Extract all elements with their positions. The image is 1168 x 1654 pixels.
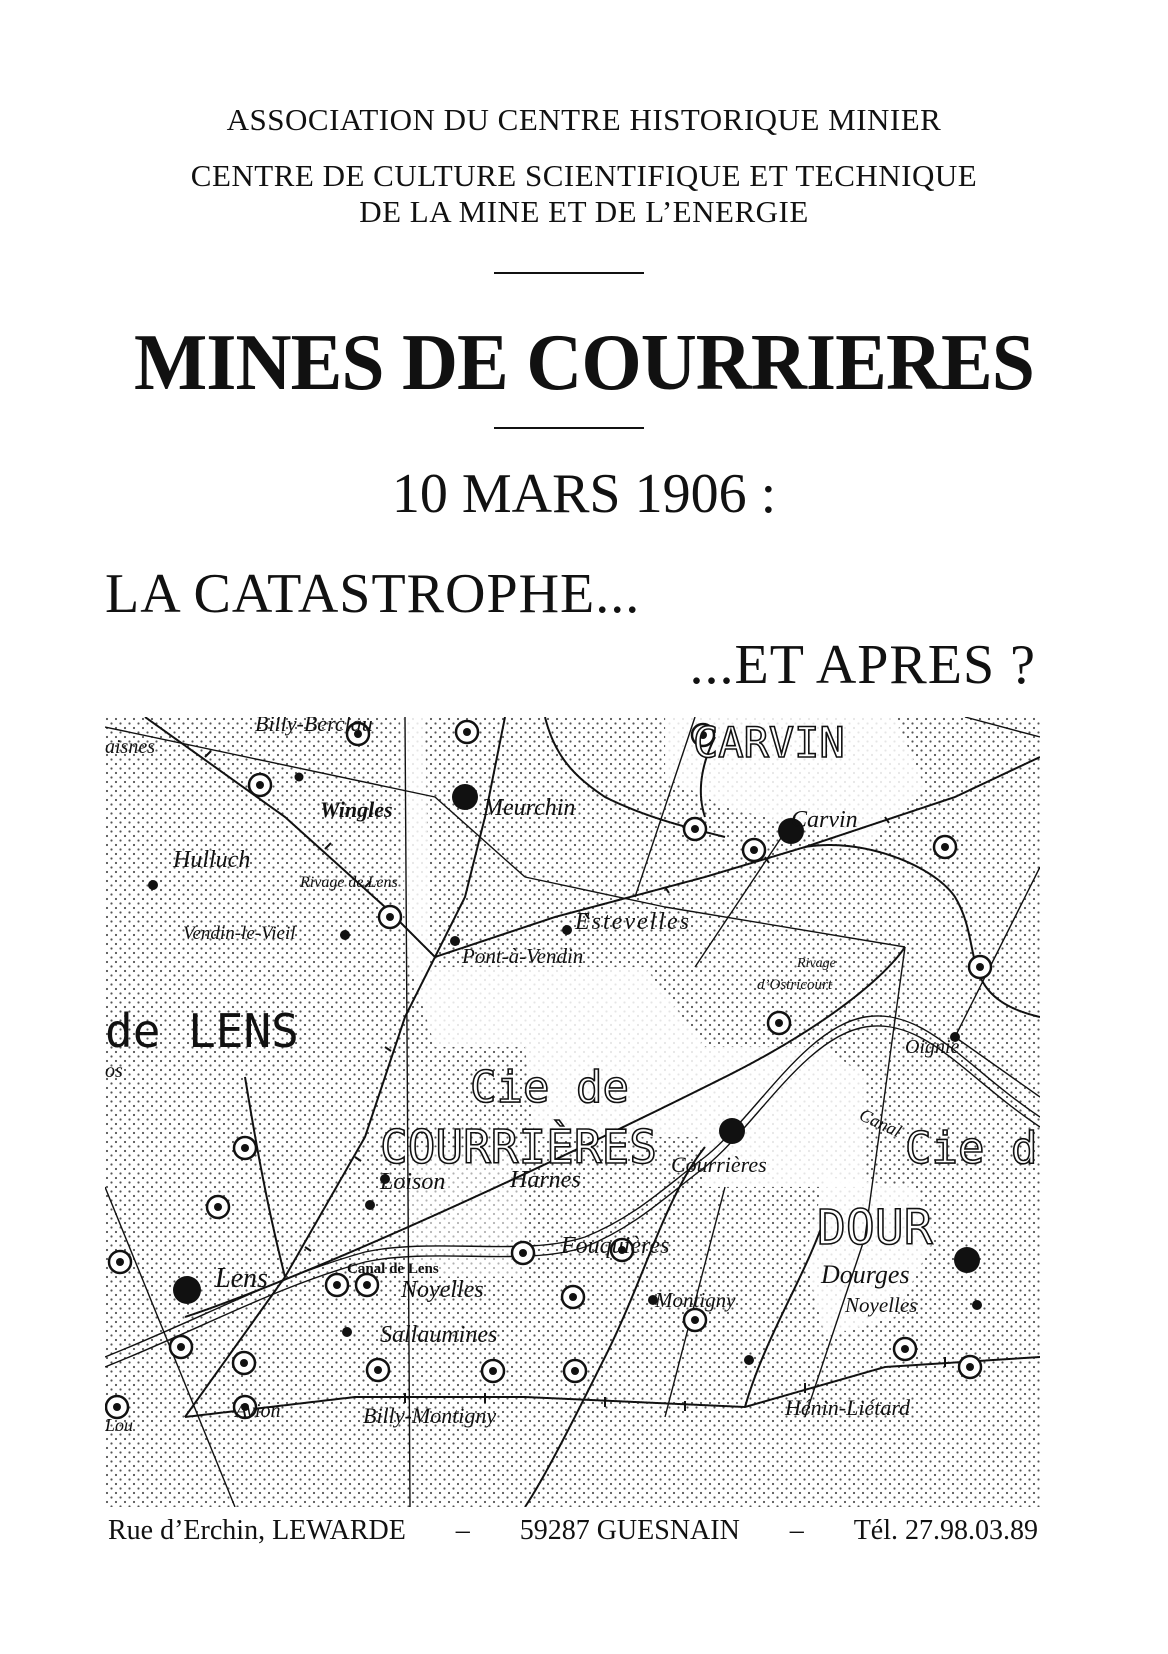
map-label-loison: Loison <box>380 1169 446 1195</box>
map-label-courrieres: Courrières <box>671 1152 767 1177</box>
map-label-os: os <box>105 1060 123 1082</box>
map-label-canal-lens: Canal de Lens <box>347 1261 439 1277</box>
header-line-association: ASSOCIATION DU CENTRE HISTORIQUE MINIER <box>226 102 942 137</box>
divider-bottom <box>494 427 644 429</box>
header-line-mine: DE LA MINE ET DE L’ENERGIE <box>359 194 809 229</box>
map-label-harnes: Harnes <box>510 1167 581 1193</box>
map-label-rivage-ostricourt-2: d’Ostricourt <box>757 977 832 993</box>
map-label-aisnes: aisnes <box>105 736 155 758</box>
footer-street: Rue d’Erchin, LEWARDE <box>108 1515 406 1546</box>
map-label-oignies: Oignie <box>905 1036 960 1058</box>
map-label-billy-montigny: Billy-Montigny <box>363 1403 497 1428</box>
map-label-noyelles-right: Noyelles <box>845 1293 918 1317</box>
map-label-lens: Lens <box>215 1263 268 1294</box>
map-label-billy-berclau: Billy-Berclau <box>255 717 373 736</box>
map-label-carvin-big: CARVIN <box>693 718 845 767</box>
map-label-fouquieres: Fouquières <box>561 1233 670 1259</box>
map-label-montigny: Montigny <box>655 1288 736 1312</box>
header-line-centre: CENTRE DE CULTURE SCIENTIFIQUE ET TECHNIQUE <box>190 158 978 193</box>
map-label-noyelles: Noyelles <box>401 1277 484 1303</box>
map-label-pont-vendin: Pont-à-Vendin <box>462 944 584 968</box>
footer-postcode-city: 59287 GUESNAIN <box>519 1515 740 1546</box>
map-label-vendin: Vendin-le-Vieil <box>183 923 296 944</box>
map-label-cie-de: Cie de <box>470 1062 629 1113</box>
map-label-henin: Hénin-Liétard <box>785 1395 911 1420</box>
map-label-meurchin: Meurchin <box>483 795 576 821</box>
map-label-canal-right: Canal <box>856 1104 905 1142</box>
event-date: 10 MARS 1906 : <box>391 463 777 525</box>
map-label-dourges: Dourges <box>821 1260 910 1289</box>
map-label-carvin: Carvin <box>791 807 858 833</box>
map-label-wingles: Wingles <box>320 797 393 822</box>
subtitle-apres: ...ET APRES ? <box>689 634 1036 696</box>
footer-separator: – <box>789 1515 804 1546</box>
map-label-rivage-lens: Rivage de Lens <box>300 874 398 891</box>
map-label-avion: Avion <box>235 1400 281 1422</box>
divider-top <box>494 272 644 274</box>
footer-phone: Tél. 27.98.03.89 <box>853 1515 1038 1546</box>
map-label-de-lens: de LENS <box>105 1004 299 1058</box>
map-illustration <box>105 717 1040 1507</box>
map-label-cie-d: Cie d <box>905 1123 1038 1174</box>
map-label-estevelles: Estevelles <box>575 909 691 935</box>
page-title: MINES DE COURRIERES <box>133 319 1035 407</box>
subtitle-catastrophe: LA CATASTROPHE... <box>105 563 641 625</box>
footer-separator: – <box>455 1515 470 1546</box>
map-label-lou: Lou <box>105 1415 134 1435</box>
map-label-hulluch: Hulluch <box>173 847 251 873</box>
map-label-rivage-ostricourt-1: Rivage <box>797 956 836 971</box>
map-label-sallaumines: Sallaumines <box>380 1322 498 1348</box>
map-label-courrieres-big: COURRIÈRES <box>380 1120 657 1174</box>
footer-address <box>108 1515 1038 1547</box>
map-label-dour-big: DOUR <box>817 1200 933 1256</box>
